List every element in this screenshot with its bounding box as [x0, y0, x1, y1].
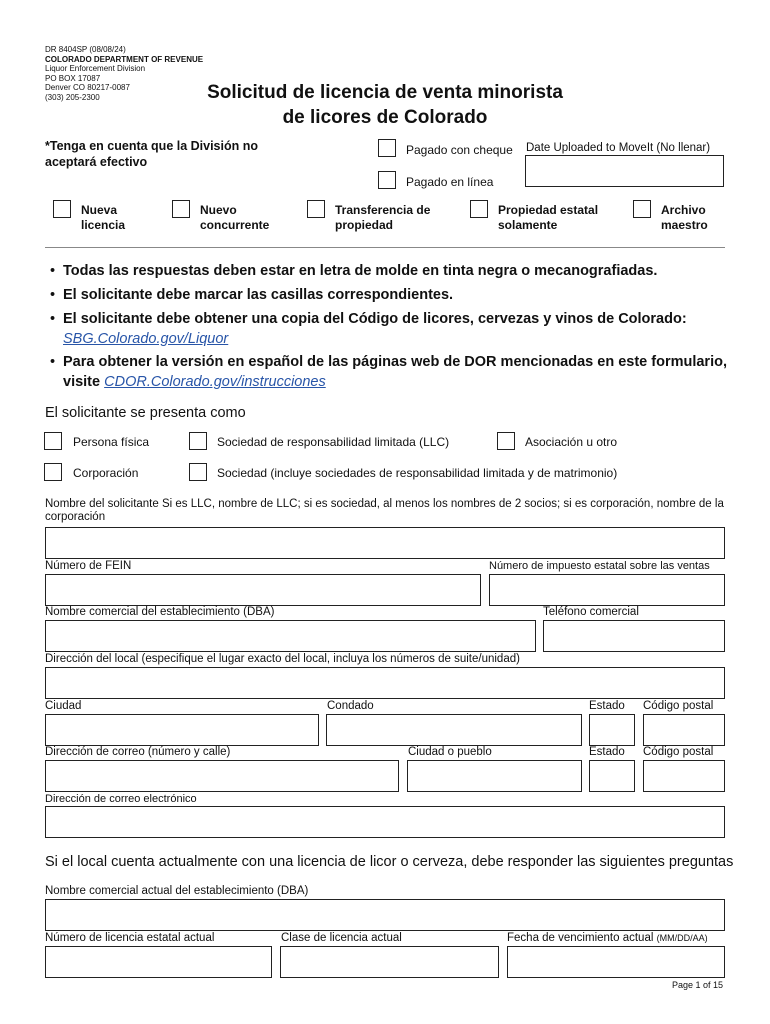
cash-note: *Tenga en cuenta que la División no aceptará efectivo: [45, 139, 259, 169]
premises-address-field[interactable]: [45, 667, 725, 699]
sales-tax-field[interactable]: [489, 574, 725, 606]
page-number: Page 1 of 15: [672, 980, 724, 990]
individual-checkbox[interactable]: [44, 432, 62, 450]
business-phone-field[interactable]: [543, 620, 725, 652]
mailing-address-label: Dirección de correo (número y calle): [45, 746, 231, 758]
department-name: COLORADO DEPARTMENT OF REVENUE: [45, 54, 204, 64]
partnership-checkbox[interactable]: [189, 463, 207, 481]
po-box: PO BOX 17087: [45, 73, 101, 83]
instruction-4: • Para obtener la versión en español de las páginas web de DOR mencionadas en este formulario, visite CDOR.Colorado.gov/instrucciones: [50, 354, 727, 390]
paid-online-label: Pagado en línea: [406, 175, 494, 189]
date-uploaded-field[interactable]: [525, 155, 724, 187]
fein-field[interactable]: [45, 574, 481, 606]
mailing-zip-label: Código postal: [643, 746, 714, 758]
mailing-state-field[interactable]: [589, 760, 635, 792]
license-number-field[interactable]: [45, 946, 272, 978]
zip-field[interactable]: [643, 714, 725, 746]
mailing-zip-field[interactable]: [643, 760, 725, 792]
state-label: Estado: [589, 700, 625, 712]
instructions-link[interactable]: CDOR.Colorado.gov/instrucciones: [104, 374, 326, 390]
association-checkbox[interactable]: [497, 432, 515, 450]
instruction-1: • Todas las respuestas deben estar en letra de molde en tinta negra o mecanografiadas.: [50, 263, 658, 279]
master-file-checkbox[interactable]: [633, 200, 651, 218]
form-number: DR 8404SP (08/08/24): [45, 45, 126, 54]
ownership-transfer-label: Transferencia de propiedad: [335, 203, 431, 232]
sales-tax-label: Número de impuesto estatal sobre las ventas: [489, 560, 710, 572]
state-property-checkbox[interactable]: [470, 200, 488, 218]
mailing-state-label: Estado: [589, 746, 625, 758]
city-field[interactable]: [45, 714, 319, 746]
partnership-label: Sociedad (incluye sociedades de responsabilidad limitada y de matrimonio): [217, 466, 618, 480]
current-dba-field[interactable]: [45, 899, 725, 931]
state-field[interactable]: [589, 714, 635, 746]
mailing-city-field[interactable]: [407, 760, 582, 792]
city-zip: Denver CO 80217-0087: [45, 83, 130, 92]
master-file-label: Archivo maestro: [661, 203, 708, 232]
liquor-code-link[interactable]: SBG.Colorado.gov/Liquor: [63, 331, 229, 347]
city-label: Ciudad: [45, 700, 82, 712]
expiration-field[interactable]: [507, 946, 725, 978]
fein-label: Número de FEIN: [45, 560, 132, 572]
email-label: Dirección de correo electrónico: [45, 793, 197, 805]
instruction-2: • El solicitante debe marcar las casillas correspondientes.: [50, 287, 454, 303]
applicant-name-label: Nombre del solicitante Si es LLC, nombre de LLC; si es sociedad, al menos los nombres de 2 socios; si es corporación, nombre de la corporación: [45, 498, 724, 523]
instruction-3: • El solicitante debe obtener una copia del Código de licores, cervezas y vinos de Colorado: SBG.Colorado.gov/Liquor: [50, 311, 687, 347]
llc-checkbox[interactable]: [189, 432, 207, 450]
dba-field[interactable]: [45, 620, 536, 652]
business-phone-label: Teléfono comercial: [543, 606, 639, 618]
division-name: Liquor Enforcement Division: [45, 64, 146, 73]
new-license-label: Nueva licencia: [81, 203, 126, 232]
email-field[interactable]: [45, 806, 725, 838]
corporation-label: Corporación: [73, 466, 139, 480]
dba-label: Nombre comercial del establecimiento (DBA): [45, 606, 275, 618]
county-label: Condado: [327, 700, 374, 712]
ownership-transfer-checkbox[interactable]: [307, 200, 325, 218]
applicant-type-heading: El solicitante se presenta como: [45, 405, 246, 421]
new-concurrent-label: Nuevo concurrente: [200, 203, 270, 232]
expiration-label: Fecha de vencimiento actual (MM/DD/AA): [507, 932, 708, 944]
paid-check-label: Pagado con cheque: [406, 143, 513, 157]
page-title: Solicitud de licencia de venta minorista de licores de Colorado: [207, 82, 563, 128]
association-label: Asociación u otro: [525, 435, 618, 449]
divider: [45, 247, 725, 248]
applicant-name-field[interactable]: [45, 527, 725, 559]
date-uploaded-label: Date Uploaded to MoveIt (No llenar): [526, 142, 711, 154]
corporation-checkbox[interactable]: [44, 463, 62, 481]
paid-check-checkbox[interactable]: [378, 139, 396, 157]
new-license-checkbox[interactable]: [53, 200, 71, 218]
llc-label: Sociedad de responsabilidad limitada (LLC): [217, 435, 450, 449]
agency-phone: (303) 205-2300: [45, 92, 100, 102]
current-license-heading: Si el local cuenta actualmente con una licencia de licor o cerveza, debe responder las siguientes preguntas: [45, 854, 734, 870]
county-field[interactable]: [326, 714, 582, 746]
zip-label: Código postal: [643, 700, 714, 712]
new-concurrent-checkbox[interactable]: [172, 200, 190, 218]
premises-address-label: Dirección del local (especifique el lugar exacto del local, incluya los números de suite/unidad): [45, 653, 520, 665]
mailing-city-label: Ciudad o pueblo: [408, 746, 492, 758]
mailing-address-field[interactable]: [45, 760, 399, 792]
license-class-field[interactable]: [280, 946, 499, 978]
current-dba-label: Nombre comercial actual del establecimiento (DBA): [45, 885, 309, 897]
license-class-label: Clase de licencia actual: [281, 932, 402, 944]
individual-label: Persona física: [73, 435, 150, 449]
paid-online-checkbox[interactable]: [378, 171, 396, 189]
state-property-label: Propiedad estatal solamente: [498, 203, 599, 232]
license-number-label: Número de licencia estatal actual: [45, 932, 215, 944]
